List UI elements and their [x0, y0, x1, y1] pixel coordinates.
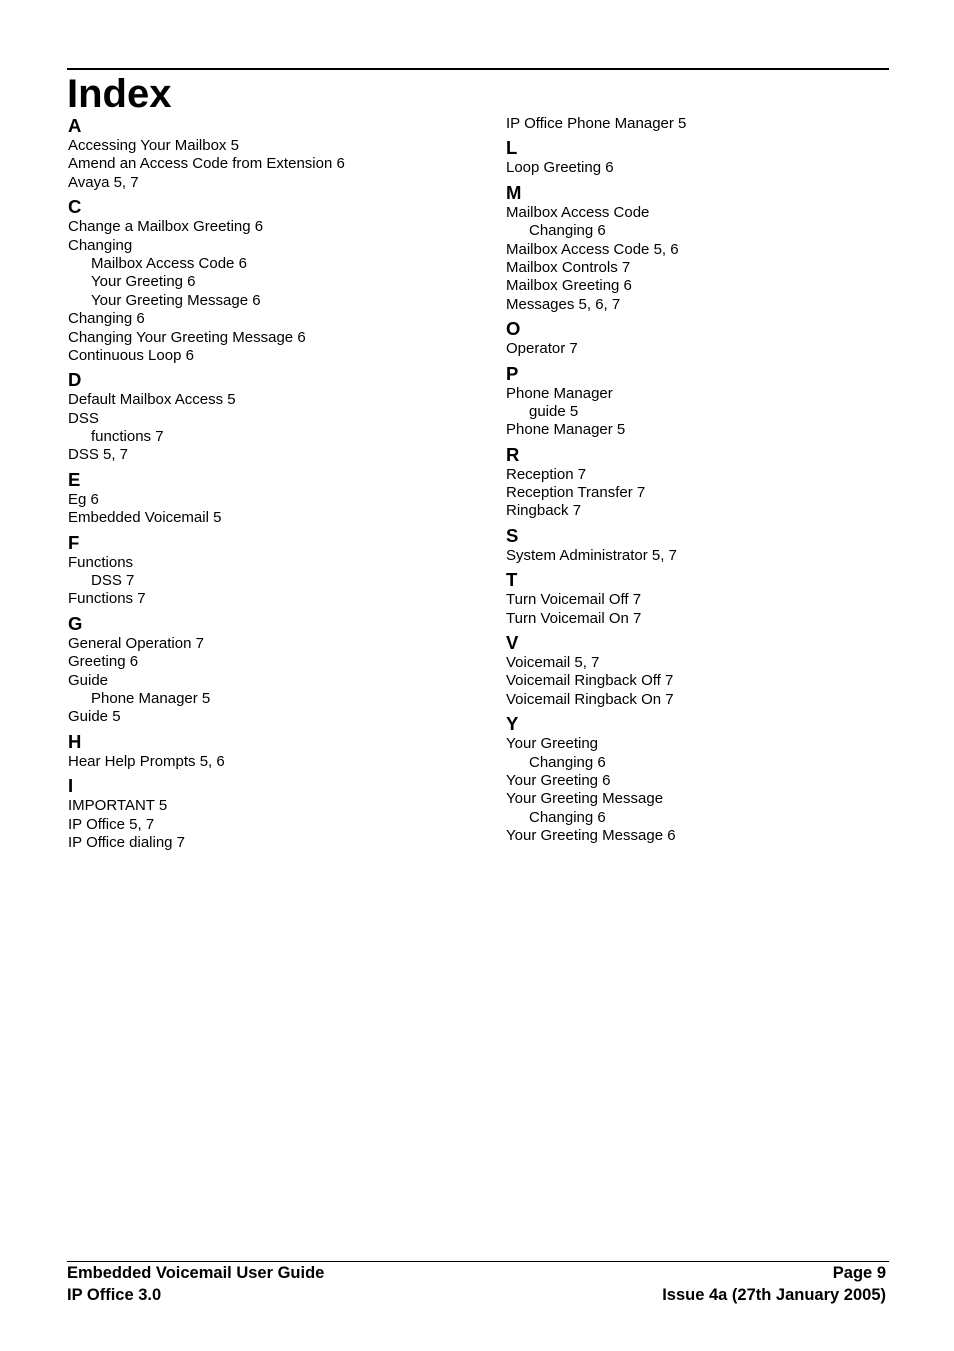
index-entry: Loop Greeting 6 [506, 159, 614, 177]
index-column-left [68, 115, 488, 852]
index-entry: Turn Voicemail Off 7 [506, 591, 642, 609]
index-subentry: Changing 6 [529, 808, 606, 826]
index-entry: Turn Voicemail On 7 [506, 609, 642, 627]
index-entry: DSS [68, 409, 99, 427]
index-subentry: guide 5 [529, 402, 579, 420]
index-letter-heading: R [506, 443, 520, 465]
index-letter-heading: L [506, 137, 518, 159]
index-letter-heading: Y [506, 713, 519, 735]
index-subentry: functions 7 [91, 428, 164, 446]
index-entry: Your Greeting 6 [506, 771, 611, 789]
index-entry: IP Office Phone Manager 5 [506, 115, 687, 132]
index-entry: IMPORTANT 5 [68, 797, 168, 815]
index-letter-heading: C [68, 196, 82, 218]
index-entry: Amend an Access Code from Extension 6 [68, 155, 345, 173]
index-entry: IP Office dialing 7 [68, 833, 186, 851]
index-entry: Avaya 5, 7 [68, 173, 139, 191]
index-letter-heading: O [506, 318, 521, 340]
index-subentry: Changing 6 [529, 753, 606, 771]
index-entry: Reception Transfer 7 [506, 484, 646, 502]
index-entry: Mailbox Greeting 6 [506, 277, 632, 295]
index-subentry: Mailbox Access Code 6 [91, 254, 247, 272]
index-entry: Operator 7 [506, 340, 578, 358]
index-letter-heading: P [506, 362, 519, 384]
index-entry: Eg 6 [68, 490, 99, 508]
index-subentry: DSS 7 [91, 572, 135, 590]
index-entry: Embedded Voicemail 5 [68, 509, 222, 527]
index-entry: Change a Mailbox Greeting 6 [68, 218, 264, 236]
index-letter-heading: I [68, 775, 74, 797]
index-entry: Changing Your Greeting Message 6 [68, 328, 306, 346]
index-entry: Mailbox Access Code [506, 203, 650, 221]
index-entry: Continuous Loop 6 [68, 346, 194, 364]
index-letter-heading: S [506, 524, 519, 546]
index-entry: DSS 5, 7 [68, 446, 129, 464]
index-letter-heading: H [68, 730, 82, 752]
index-letter-heading: V [506, 632, 519, 654]
index-letter-heading: E [68, 468, 81, 490]
footer-product: IP Office 3.0 [67, 1286, 162, 1304]
index-subentry: Your Greeting Message 6 [91, 291, 261, 309]
page-title: Index [67, 72, 172, 116]
index-entry: Default Mailbox Access 5 [68, 391, 236, 409]
footer-doc-title: Embedded Voicemail User Guide [67, 1264, 325, 1282]
index-entry: Guide 5 [68, 708, 121, 726]
index-entry: Functions [68, 553, 134, 571]
index-entry: Voicemail Ringback Off 7 [506, 672, 674, 690]
index-letter-heading: T [506, 569, 518, 591]
index-entry: Phone Manager [506, 384, 613, 402]
index-subentry: Your Greeting 6 [91, 273, 196, 291]
index-letter-heading: F [68, 531, 80, 553]
index-entry: Your Greeting Message [506, 790, 664, 808]
index-entry: Greeting 6 [68, 653, 139, 671]
index-entry: General Operation 7 [68, 634, 204, 652]
footer-page-number: Page 9 [832, 1264, 886, 1282]
index-entry: Mailbox Access Code 5, 6 [506, 240, 679, 258]
index-entry: Changing [68, 236, 133, 254]
index-subentry: Changing 6 [529, 222, 606, 240]
index-entry: Your Greeting Message 6 [506, 827, 676, 845]
index-entry: Voicemail 5, 7 [506, 654, 600, 672]
index-column-right [506, 115, 886, 846]
index-entry: Mailbox Controls 7 [506, 258, 631, 276]
index-entry: Messages 5, 6, 7 [506, 295, 621, 313]
index-entry: Guide [68, 671, 109, 689]
index-entry: IP Office 5, 7 [68, 815, 155, 833]
index-entry: Functions 7 [68, 590, 146, 608]
index-letter-heading: A [68, 115, 82, 136]
index-entry: Accessing Your Mailbox 5 [68, 137, 239, 154]
index-entry: Hear Help Prompts 5, 6 [68, 752, 225, 770]
top-rule [67, 68, 889, 70]
index-entry: System Administrator 5, 7 [506, 546, 677, 564]
index-letter-heading: M [506, 181, 522, 203]
index-letter-heading: G [68, 612, 83, 634]
index-entry: Your Greeting [506, 735, 599, 753]
footer-issue: Issue 4a (27th January 2005) [662, 1286, 886, 1304]
index-subentry: Phone Manager 5 [91, 689, 211, 707]
index-entry: Voicemail Ringback On 7 [506, 690, 674, 708]
index-entry: Reception 7 [506, 465, 587, 483]
index-letter-heading: D [68, 369, 82, 391]
index-entry: Changing 6 [68, 310, 145, 328]
index-entry: Ringback 7 [506, 502, 582, 520]
index-entry: Phone Manager 5 [506, 421, 626, 439]
